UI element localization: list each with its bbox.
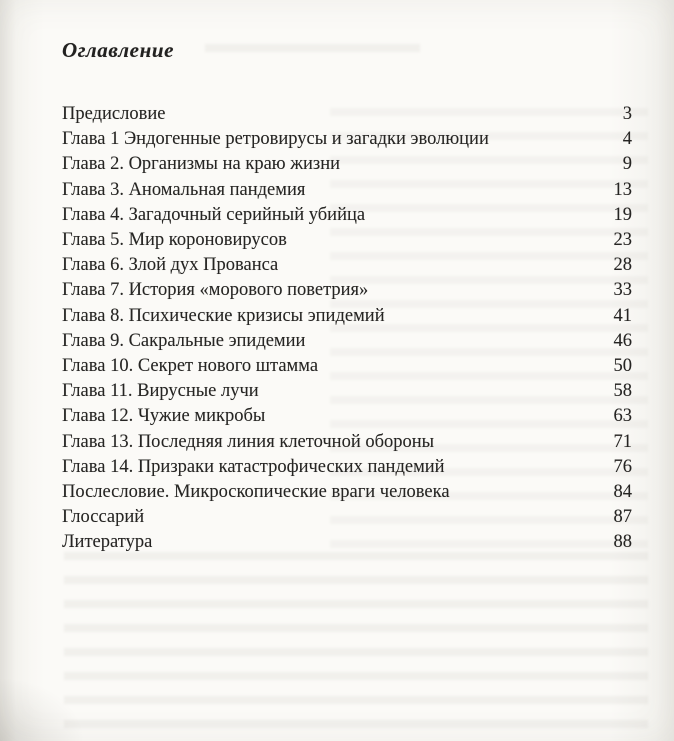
toc-entry-label: Глава 9. Сакральные эпидемии xyxy=(62,330,306,351)
toc-entry-page: 87 xyxy=(613,507,632,528)
toc-entry xyxy=(62,329,632,354)
toc-entry-label: Глоссарий xyxy=(62,507,145,528)
toc-entry xyxy=(62,203,632,228)
toc-entry-label: Послесловие. Микроскопические враги человека xyxy=(62,482,450,503)
toc-entry-page: 50 xyxy=(613,356,632,377)
toc-entry-page: 13 xyxy=(613,179,632,200)
toc-entry-label: Глава 7. История «морового поветрия» xyxy=(62,280,369,301)
toc-entry xyxy=(62,480,632,505)
toc-entry xyxy=(62,430,632,455)
toc-entry-page: 88 xyxy=(613,532,632,553)
toc-entry xyxy=(62,253,632,278)
toc-entry xyxy=(62,278,632,303)
toc-entry-page: 28 xyxy=(613,255,632,276)
toc-entry-label: Глава 10. Секрет нового штамма xyxy=(62,356,319,377)
toc-entry xyxy=(62,505,632,530)
toc-entry xyxy=(62,102,632,127)
toc-entry-page: 9 xyxy=(622,154,632,175)
toc-entry xyxy=(62,152,632,177)
toc-entry xyxy=(62,304,632,329)
toc-entry xyxy=(62,455,632,480)
toc-entry-label: Глава 2. Организмы на краю жизни xyxy=(62,154,341,175)
toc-entry-page: 71 xyxy=(613,431,632,452)
page-title: Оглавление xyxy=(62,38,175,62)
toc-entry-label: Глава 5. Мир короновирусов xyxy=(62,230,287,251)
toc-entry xyxy=(62,404,632,429)
toc-entry-page: 3 xyxy=(622,104,632,124)
toc-entry-page: 76 xyxy=(613,456,632,477)
toc-entry-page: 84 xyxy=(613,482,632,503)
toc-entry-label: Глава 11. Вирусные лучи xyxy=(62,381,259,402)
toc-entry-page: 63 xyxy=(613,406,632,427)
toc-entry xyxy=(62,354,632,379)
toc-entry-label: Глава 12. Чужие микробы xyxy=(62,406,266,427)
toc-entry-label: Глава 3. Аномальная пандемия xyxy=(62,179,306,200)
toc-entry-page: 4 xyxy=(622,129,632,150)
toc-entry-page: 46 xyxy=(613,330,632,351)
toc-entry-page: 23 xyxy=(613,230,632,251)
toc-entry-page: 41 xyxy=(613,305,632,326)
toc-entry xyxy=(62,178,632,203)
bleedthrough-artifact xyxy=(64,552,648,734)
toc-entry-label: Предисловие xyxy=(62,104,166,124)
toc-entry-label: Глава 1 Эндогенные ретровирусы и загадки эволюции xyxy=(62,129,489,150)
toc-entry-page: 19 xyxy=(613,204,632,225)
toc-entry-label: Глава 6. Злой дух Прованса xyxy=(62,255,279,276)
toc-entry-label: Глава 13. Последняя линия клеточной обороны xyxy=(62,431,435,452)
table-of-contents xyxy=(62,102,632,556)
toc-entry xyxy=(62,228,632,253)
toc-entry-page: 58 xyxy=(613,381,632,402)
toc-entry xyxy=(62,379,632,404)
toc-entry-page: 33 xyxy=(613,280,632,301)
toc-entry-label: Глава 14. Призраки катастрофических пандемий xyxy=(62,456,445,477)
toc-entry-label: Глава 8. Психические кризисы эпидемий xyxy=(62,305,385,326)
toc-entry xyxy=(62,127,632,152)
bleedthrough-artifact xyxy=(205,44,420,62)
toc-entry-label: Литература xyxy=(62,532,153,553)
toc-entry xyxy=(62,530,632,555)
toc-entry-label: Глава 4. Загадочный серийный убийца xyxy=(62,204,366,225)
